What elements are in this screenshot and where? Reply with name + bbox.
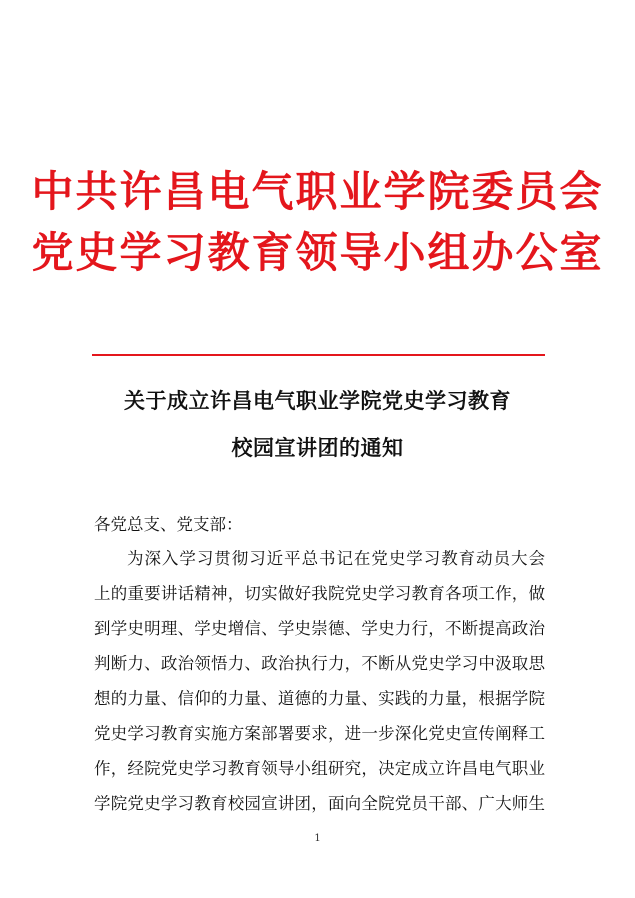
body-line: 判断力、政治领悟力、政治执行力，不断从党史学习中汲取思 <box>94 654 545 673</box>
body-line: 为深入学习贯彻习近平总书记在党史学习教育动员大会 <box>127 549 545 568</box>
document-title-line-1: 关于成立许昌电气职业学院党史学习教育 <box>124 388 511 413</box>
body-line: 学院党史学习教育校园宣讲团，面向全院党员干部、广大师生 <box>94 794 545 813</box>
red-divider-rule <box>92 354 545 356</box>
body-line: 上的重要讲话精神，切实做好我院党史学习教育各项工作，做 <box>94 584 545 603</box>
letterhead-line-2: 党史学习教育领导小组办公室 <box>31 228 604 277</box>
body-line: 到学史明理、学史增信、学史崇德、学史力行，不断提高政治 <box>94 619 545 638</box>
body-line: 党史学习教育实施方案部署要求，进一步深化党史宣传阐释工 <box>94 724 545 743</box>
salutation: 各党总支、党支部： <box>94 515 243 534</box>
document-title-line-2: 校园宣讲团的通知 <box>231 435 404 460</box>
body-line: 想的力量、信仰的力量、道德的力量、实践的力量，根据学院 <box>94 689 545 708</box>
body-line: 作，经院党史学习教育领导小组研究，决定成立许昌电气职业 <box>94 759 545 778</box>
page-number: 1 <box>314 833 321 844</box>
letterhead-line-1: 中共许昌电气职业学院委员会 <box>31 167 604 216</box>
